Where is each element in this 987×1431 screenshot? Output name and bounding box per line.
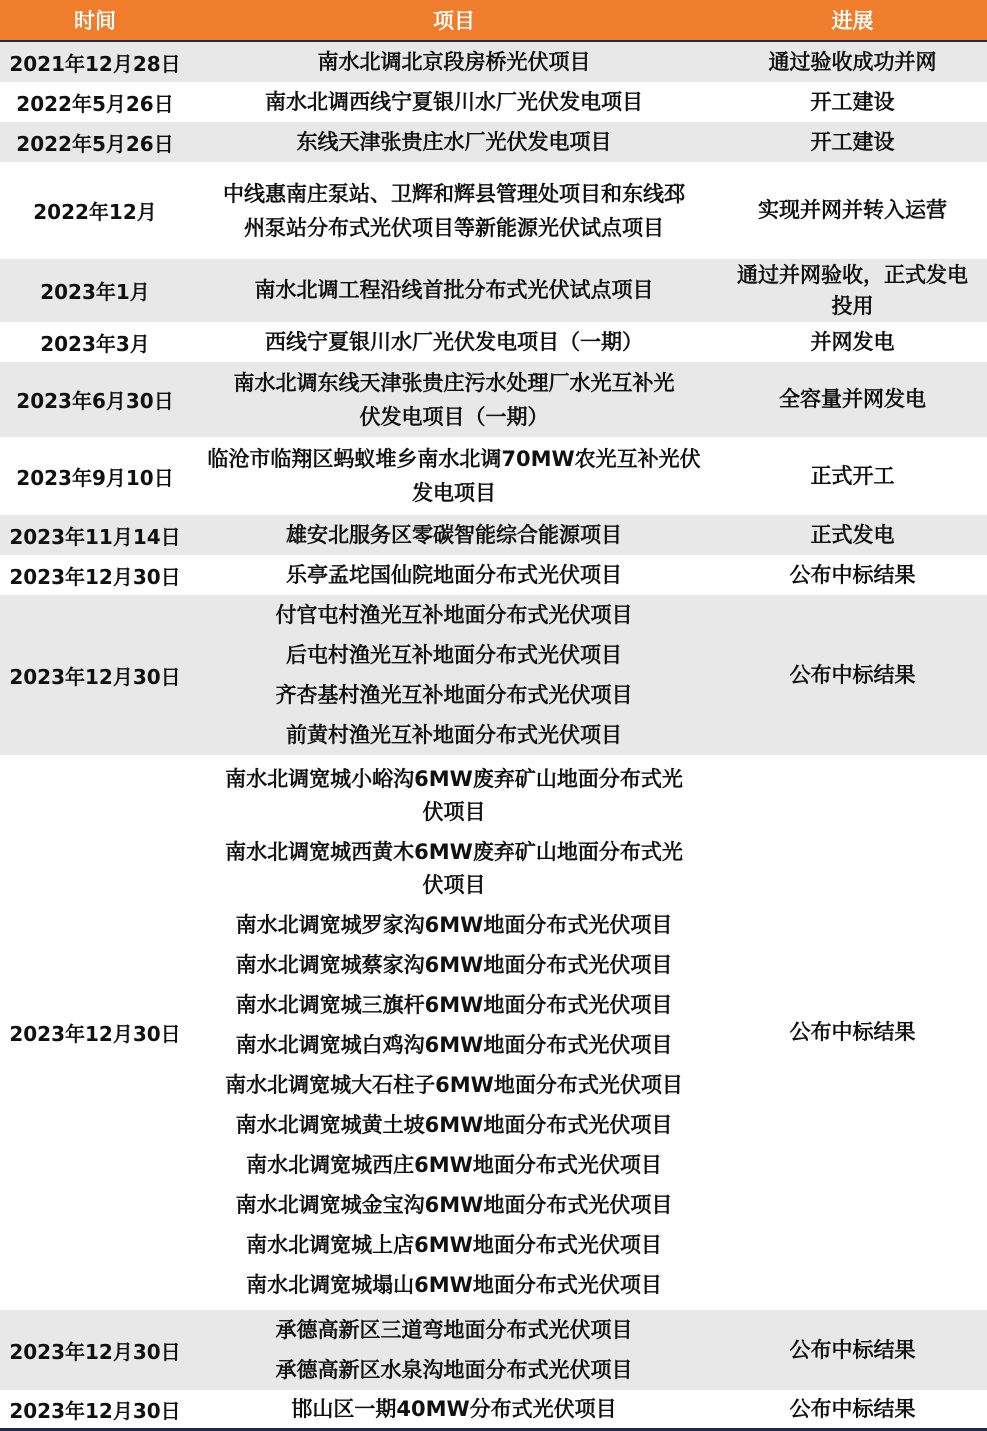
project-name: 南水北调宽城上店6MW地面分布式光伏项目 xyxy=(246,1233,662,1257)
date-cell: 2023年9月10日 xyxy=(16,465,174,490)
table-row xyxy=(0,259,987,322)
date-cell: 2023年1月 xyxy=(40,280,150,304)
project-name: 南水北调宽城西黄木6MW废弃矿山地面分布式光 伏项目 xyxy=(225,840,683,897)
progress-cell: 开工建设 xyxy=(810,129,895,154)
project-cell xyxy=(190,515,718,555)
project-name: 南水北调西线宁夏银川水厂光伏发电项目 xyxy=(265,89,643,114)
progress-cell: 通过验收成功并网 xyxy=(768,49,937,74)
project-cell xyxy=(190,1390,718,1428)
project-name: 前黄村渔光互补地面分布式光伏项目 xyxy=(286,722,622,747)
project-cell xyxy=(190,595,718,755)
project-cell xyxy=(190,82,718,122)
project-name: 南水北调宽城蔡家沟6MW地面分布式光伏项目 xyxy=(235,953,673,977)
project-cell xyxy=(190,437,718,515)
date-cell: 2022年5月26日 xyxy=(16,91,174,116)
date-cell: 2022年12月 xyxy=(33,200,157,224)
table-row xyxy=(0,162,987,259)
table-header xyxy=(0,0,987,42)
project-name: 乐亭孟坨国仙院地面分布式光伏项目 xyxy=(286,562,622,587)
project-name: 南水北调宽城黄土坡6MW地面分布式光伏项目 xyxy=(235,1113,673,1137)
table-row xyxy=(0,1310,987,1390)
progress-cell: 正式开工 xyxy=(810,463,895,488)
date-cell: 2022年5月26日 xyxy=(16,131,174,156)
project-name: 齐杏基村渔光互补地面分布式光伏项目 xyxy=(275,682,633,707)
table-row xyxy=(0,515,987,555)
project-name: 付官屯村渔光互补地面分布式光伏项目 xyxy=(275,602,633,627)
project-name: 南水北调东线天津张贵庄污水处理厂水光互补光 伏发电项目（一期） xyxy=(233,370,675,429)
table-row xyxy=(0,1390,987,1428)
project-name: 南水北调宽城西庄6MW地面分布式光伏项目 xyxy=(246,1153,662,1177)
project-name: 后屯村渔光互补地面分布式光伏项目 xyxy=(286,642,622,667)
project-name: 南水北调工程沿线首批分布式光伏试点项目 xyxy=(254,278,654,302)
project-name: 雄安北服务区零碳智能综合能源项目 xyxy=(286,522,622,547)
project-name: 南水北调宽城大石柱子6MW地面分布式光伏项目 xyxy=(225,1073,683,1097)
table-row xyxy=(0,437,987,515)
project-name: 南水北调宽城金宝沟6MW地面分布式光伏项目 xyxy=(235,1193,673,1217)
table-row xyxy=(0,122,987,162)
table-row xyxy=(0,82,987,122)
date-cell: 2023年12月30日 xyxy=(9,564,181,589)
progress-cell: 公布中标结果 xyxy=(789,1020,916,1044)
project-name: 东线天津张贵庄水厂光伏发电项目 xyxy=(296,129,612,154)
progress-cell: 全容量并网发电 xyxy=(779,387,926,411)
project-name: 南水北调宽城小峪沟6MW废弃矿山地面分布式光 伏项目 xyxy=(225,767,683,824)
header-project: 项目 xyxy=(433,9,475,33)
date-cell: 2023年11月14日 xyxy=(9,524,181,549)
progress-cell: 实现并网并转入运营 xyxy=(758,198,947,222)
project-cell xyxy=(190,755,718,1310)
project-name: 中线惠南庄泵站、卫辉和辉县管理处项目和东线邳 州泵站分布式光伏项目等新能源光伏试点项目 xyxy=(223,181,685,240)
project-cell xyxy=(190,322,718,362)
progress-cell: 通过并网验收，正式发电 投用 xyxy=(737,262,968,318)
date-cell: 2021年12月28日 xyxy=(9,51,181,76)
project-name: 西线宁夏银川水厂光伏发电项目（一期） xyxy=(265,329,643,354)
date-cell: 2023年12月30日 xyxy=(9,1339,181,1364)
project-cell xyxy=(190,1310,718,1390)
project-cell xyxy=(190,122,718,162)
table-row xyxy=(0,555,987,595)
progress-cell: 公布中标结果 xyxy=(789,1337,916,1362)
table-row xyxy=(0,362,987,437)
project-name: 承德高新区三道弯地面分布式光伏项目 xyxy=(275,1317,633,1342)
progress-cell: 正式发电 xyxy=(810,522,895,547)
table-row xyxy=(0,42,987,82)
project-cell xyxy=(190,362,718,437)
progress-cell: 公布中标结果 xyxy=(789,662,916,687)
project-cell xyxy=(190,162,718,259)
project-name: 临沧市临翔区蚂蚁堆乡南水北调70MW农光互补光伏 发电项目 xyxy=(207,447,701,505)
header-progress: 进展 xyxy=(831,9,874,33)
progress-cell: 开工建设 xyxy=(810,89,895,114)
project-name: 南水北调宽城白鸡沟6MW地面分布式光伏项目 xyxy=(235,1033,673,1057)
project-cell xyxy=(190,259,718,322)
project-name: 南水北调北京段房桥光伏项目 xyxy=(317,49,591,74)
project-name: 南水北调宽城塌山6MW地面分布式光伏项目 xyxy=(246,1273,662,1297)
project-name: 承德高新区水泉沟地面分布式光伏项目 xyxy=(275,1357,633,1382)
progress-cell: 并网发电 xyxy=(810,329,895,354)
project-cell xyxy=(190,555,718,595)
table-row xyxy=(0,755,987,1310)
table-row xyxy=(0,322,987,362)
project-cell xyxy=(190,42,718,82)
date-cell: 2023年12月30日 xyxy=(9,1398,181,1423)
project-name: 南水北调宽城罗家沟6MW地面分布式光伏项目 xyxy=(235,913,673,937)
date-cell: 2023年3月 xyxy=(40,331,150,356)
date-cell: 2023年6月30日 xyxy=(16,389,174,413)
date-cell: 2023年12月30日 xyxy=(9,1022,181,1046)
progress-cell: 公布中标结果 xyxy=(789,562,916,587)
header-time: 时间 xyxy=(74,9,116,33)
project-name: 邯山区一期40MW分布式光伏项目 xyxy=(291,1396,617,1421)
date-cell: 2023年12月30日 xyxy=(9,664,181,689)
project-name: 南水北调宽城三旗杆6MW地面分布式光伏项目 xyxy=(235,993,673,1017)
table-row xyxy=(0,595,987,755)
progress-cell: 公布中标结果 xyxy=(789,1396,916,1421)
